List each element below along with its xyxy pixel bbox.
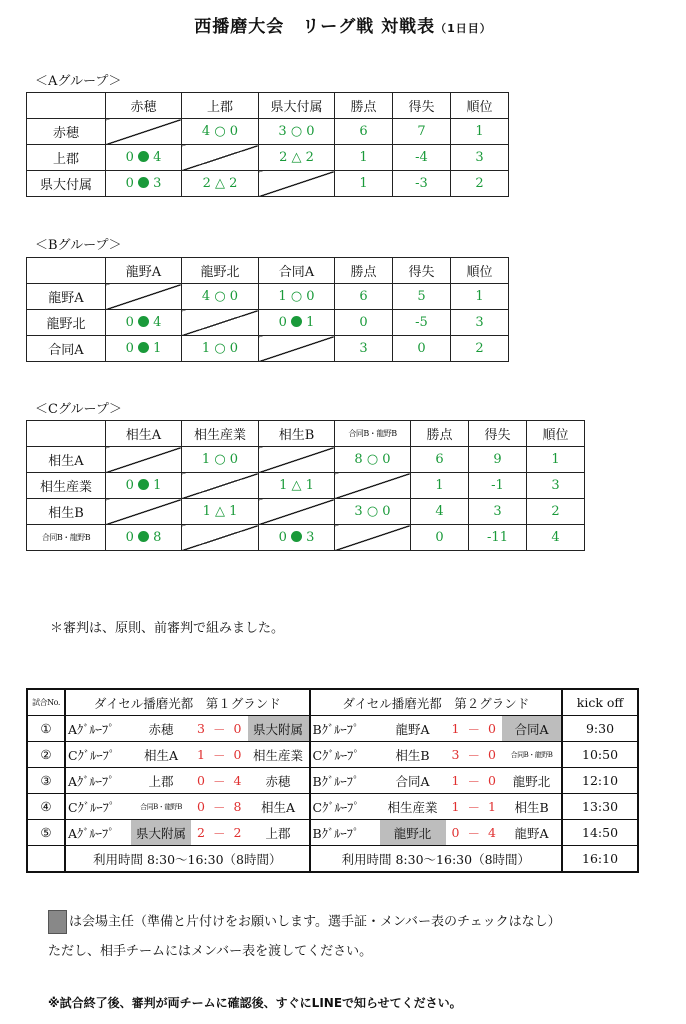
score-right: 8 xyxy=(153,530,162,545)
diagonal-cell xyxy=(106,119,182,145)
result-cell: 8 ○ 0 xyxy=(335,447,411,473)
group-name: Bｸﾞﾙｰﾌﾟ xyxy=(310,768,380,794)
header-kickoff: kick off xyxy=(562,689,638,716)
home-team: 相生B xyxy=(380,742,446,768)
rank-cell: 3 xyxy=(527,473,585,499)
header-cell: 合同B・龍野B xyxy=(335,421,411,447)
result-cell xyxy=(106,336,182,362)
group-name: Bｸﾞﾙｰﾌﾟ xyxy=(310,820,380,846)
score-left: 0 xyxy=(278,315,287,330)
group-name: Aｸﾞﾙｰﾌﾟ xyxy=(65,768,131,794)
home-score: 0 xyxy=(191,794,211,820)
header-cell: 合同A xyxy=(259,258,335,284)
table-row xyxy=(27,499,585,525)
result-cell xyxy=(259,525,335,551)
diagonal-cell xyxy=(106,447,182,473)
home-score: 1 xyxy=(446,716,466,742)
header-cell: 相生A xyxy=(106,421,182,447)
away-team: 上郡 xyxy=(248,820,310,846)
header-cell: 相生B xyxy=(259,421,335,447)
away-score: 0 xyxy=(228,742,248,768)
away-team: 県大附属 xyxy=(248,716,310,742)
match-no: ⑤ xyxy=(27,820,65,846)
table-row xyxy=(27,716,638,742)
away-score: 0 xyxy=(228,716,248,742)
score-dash: － xyxy=(211,820,228,846)
group-name: Aｸﾞﾙｰﾌﾟ xyxy=(65,820,131,846)
table-row xyxy=(27,171,509,197)
team-name: 相生A xyxy=(27,447,106,473)
rank-cell: 3 xyxy=(451,310,509,336)
kickoff-time: 12:10 xyxy=(562,768,638,794)
away-team: 相生B xyxy=(502,794,562,820)
group-name: Cｸﾞﾙｰﾌﾟ xyxy=(65,742,131,768)
rank-cell: 3 xyxy=(451,145,509,171)
score-right: 4 xyxy=(153,315,162,330)
result-cell: 1 △ 1 xyxy=(182,499,259,525)
home-score: 1 xyxy=(191,742,211,768)
table-row xyxy=(27,473,585,499)
away-score: 4 xyxy=(228,768,248,794)
result-cell: 4 ○ 0 xyxy=(182,119,259,145)
referee-note: ＊審判は、原則、前審判で組みました。 xyxy=(50,621,285,636)
rank-cell: 2 xyxy=(451,171,509,197)
usage-time-ground-1: 利用時間 8:30～16:30（8時間） xyxy=(65,846,310,873)
loss-dot-icon xyxy=(138,342,149,353)
score-left: 0 xyxy=(125,315,134,330)
result-cell xyxy=(259,310,335,336)
team-name: 合同A xyxy=(27,336,106,362)
table-row xyxy=(27,742,638,768)
header-cell xyxy=(27,93,106,119)
match-no: ① xyxy=(27,716,65,742)
group-name: Cｸﾞﾙｰﾌﾟ xyxy=(65,794,131,820)
diagonal-cell xyxy=(259,499,335,525)
diagonal-cell xyxy=(106,284,182,310)
away-score: 2 xyxy=(228,820,248,846)
home-team: 合同A xyxy=(380,768,446,794)
away-team: 合同A xyxy=(502,716,562,742)
score-dash: － xyxy=(466,742,483,768)
group-name: Cｸﾞﾙｰﾌﾟ xyxy=(310,742,380,768)
home-score: 2 xyxy=(191,820,211,846)
points-cell: 6 xyxy=(411,447,469,473)
diagonal-cell xyxy=(182,473,259,499)
team-name: 相生産業 xyxy=(27,473,106,499)
empty-cell xyxy=(27,846,65,873)
group-name: Bｸﾞﾙｰﾌﾟ xyxy=(310,716,380,742)
header-cell: 順位 xyxy=(451,93,509,119)
team-name: 上郡 xyxy=(27,145,106,171)
score-right: 4 xyxy=(153,150,162,165)
away-score: 1 xyxy=(482,794,502,820)
title-main: 西播磨大会 リーグ戦 対戦表 xyxy=(194,17,436,37)
score-dash: － xyxy=(211,716,228,742)
kickoff-time: 14:50 xyxy=(562,820,638,846)
table-row xyxy=(27,336,509,362)
diagonal-cell xyxy=(259,336,335,362)
score-right: 1 xyxy=(153,478,162,493)
goal-diff-cell: -5 xyxy=(393,310,451,336)
points-cell: 6 xyxy=(335,284,393,310)
away-team: 相生産業 xyxy=(248,742,310,768)
header-ground-1: ダイセル播磨光都 第１グランド xyxy=(65,689,310,716)
header-cell: 勝点 xyxy=(411,421,469,447)
diagonal-cell xyxy=(335,525,411,551)
points-cell: 1 xyxy=(335,145,393,171)
goal-diff-cell: 9 xyxy=(469,447,527,473)
manager-gray-swatch-icon xyxy=(48,910,67,934)
final-note: ※試合終了後、審判が両チームに確認後、すぐにLINEで知らせてください。 xyxy=(48,996,462,1010)
header-cell xyxy=(27,421,106,447)
header-cell: 得失 xyxy=(393,93,451,119)
result-cell xyxy=(106,525,182,551)
match-no: ④ xyxy=(27,794,65,820)
away-score: 0 xyxy=(482,716,502,742)
team-name: 合同B・龍野B xyxy=(27,525,106,551)
header-cell: 得失 xyxy=(393,258,451,284)
table-row xyxy=(27,145,509,171)
diagonal-cell xyxy=(259,447,335,473)
score-left: 0 xyxy=(125,150,134,165)
rank-cell: 1 xyxy=(527,447,585,473)
rank-cell: 4 xyxy=(527,525,585,551)
match-no: ③ xyxy=(27,768,65,794)
table-row xyxy=(27,447,585,473)
diagonal-cell xyxy=(182,310,259,336)
usage-time-ground-2: 利用時間 8:30～16:30（8時間） xyxy=(310,846,563,873)
away-score: 0 xyxy=(482,768,502,794)
goal-diff-cell: -4 xyxy=(393,145,451,171)
home-score: 0 xyxy=(191,768,211,794)
diagonal-cell xyxy=(259,171,335,197)
home-team: 龍野A xyxy=(380,716,446,742)
group-name-text: Aｸﾞﾙｰﾌﾟ xyxy=(68,721,115,737)
loss-dot-icon xyxy=(138,531,149,542)
header-cell xyxy=(27,258,106,284)
match-no: ② xyxy=(27,742,65,768)
diagonal-cell xyxy=(182,525,259,551)
kickoff-time: 10:50 xyxy=(562,742,638,768)
loss-dot-icon xyxy=(138,177,149,188)
team-name: 県大付属 xyxy=(27,171,106,197)
home-score: 3 xyxy=(191,716,211,742)
points-cell: 4 xyxy=(411,499,469,525)
group-c-label: ＜Cグループ＞ xyxy=(35,402,122,417)
score-dash: － xyxy=(466,716,483,742)
result-cell: 3 ○ 0 xyxy=(335,499,411,525)
score-right: 3 xyxy=(153,176,162,191)
team-name: 龍野北 xyxy=(27,310,106,336)
home-score: 3 xyxy=(446,742,466,768)
result-cell xyxy=(106,310,182,336)
away-score: 8 xyxy=(228,794,248,820)
team-name: 相生B xyxy=(27,499,106,525)
score-right: 1 xyxy=(306,315,315,330)
diagonal-cell xyxy=(182,145,259,171)
result-cell: 1 ○ 0 xyxy=(259,284,335,310)
legend xyxy=(48,910,561,959)
away-team: 赤穂 xyxy=(248,768,310,794)
table-row xyxy=(27,794,638,820)
loss-dot-icon xyxy=(138,151,149,162)
score-dash: － xyxy=(211,768,228,794)
group-a-label: ＜Aグループ＞ xyxy=(35,74,122,89)
home-score: 0 xyxy=(446,820,466,846)
score-dash: － xyxy=(466,768,483,794)
table-row xyxy=(27,525,585,551)
score-right: 3 xyxy=(306,530,315,545)
rank-cell: 1 xyxy=(451,284,509,310)
team-name: 龍野A xyxy=(27,284,106,310)
rank-cell: 2 xyxy=(527,499,585,525)
group-b-label: ＜Bグループ＞ xyxy=(35,238,122,253)
score-dash: － xyxy=(211,742,228,768)
home-team: 合同B・龍野B xyxy=(131,794,191,820)
legend-line-1: は会場主任（準備と片付けをお願いします。選手証・メンバー表のチェックはなし） xyxy=(69,914,561,930)
group-a-table xyxy=(26,92,509,197)
home-team: 上郡 xyxy=(131,768,191,794)
legend-line-2: ただし、相手チームにはメンバー表を渡してください。 xyxy=(48,944,373,959)
score-left: 0 xyxy=(125,478,134,493)
header-cell: 赤穂 xyxy=(106,93,182,119)
header-cell: 順位 xyxy=(527,421,585,447)
home-team: 相生産業 xyxy=(380,794,446,820)
goal-diff-cell: 3 xyxy=(469,499,527,525)
loss-dot-icon xyxy=(138,479,149,490)
usage-row xyxy=(27,846,638,873)
result-cell xyxy=(106,145,182,171)
result-cell: 2 △ 2 xyxy=(259,145,335,171)
goal-diff-cell: -11 xyxy=(469,525,527,551)
score-dash: － xyxy=(211,794,228,820)
score-right: 1 xyxy=(153,341,162,356)
points-cell: 1 xyxy=(411,473,469,499)
kickoff-time: 13:30 xyxy=(562,794,638,820)
result-cell: 2 △ 2 xyxy=(182,171,259,197)
header-cell: 龍野A xyxy=(106,258,182,284)
table-row xyxy=(27,284,509,310)
group-name: Cｸﾞﾙｰﾌﾟ xyxy=(310,794,380,820)
points-cell: 1 xyxy=(335,171,393,197)
group-b-table xyxy=(26,257,509,362)
loss-dot-icon xyxy=(291,316,302,327)
score-dash: － xyxy=(466,820,483,846)
table-row xyxy=(27,768,638,794)
header-ground-2: ダイセル播磨光都 第２グランド xyxy=(310,689,563,716)
result-cell: 4 ○ 0 xyxy=(182,284,259,310)
table-row xyxy=(27,310,509,336)
points-cell: 3 xyxy=(335,336,393,362)
table-row xyxy=(27,820,638,846)
header-cell: 上郡 xyxy=(182,93,259,119)
loss-dot-icon xyxy=(138,316,149,327)
away-team: 合同B・龍野B xyxy=(502,742,562,768)
home-team: 赤穂 xyxy=(131,716,191,742)
header-match-no: 試合No. xyxy=(27,689,65,716)
page-title xyxy=(0,12,686,37)
goal-diff-cell: -3 xyxy=(393,171,451,197)
diagonal-cell xyxy=(106,499,182,525)
header-cell: 勝点 xyxy=(335,93,393,119)
home-team: 龍野北 xyxy=(380,820,446,846)
home-team: 相生A xyxy=(131,742,191,768)
score-left: 0 xyxy=(125,341,134,356)
table-row xyxy=(27,119,509,145)
away-team: 龍野北 xyxy=(502,768,562,794)
result-cell xyxy=(106,171,182,197)
home-team: 県大附属 xyxy=(131,820,191,846)
points-cell: 0 xyxy=(335,310,393,336)
points-cell: 0 xyxy=(411,525,469,551)
result-cell xyxy=(106,473,182,499)
header-cell: 龍野北 xyxy=(182,258,259,284)
goal-diff-cell: -1 xyxy=(469,473,527,499)
group-name xyxy=(65,716,131,742)
goal-diff-cell: 5 xyxy=(393,284,451,310)
rank-cell: 1 xyxy=(451,119,509,145)
header-cell: 順位 xyxy=(451,258,509,284)
header-cell: 得失 xyxy=(469,421,527,447)
away-team: 龍野A xyxy=(502,820,562,846)
goal-diff-cell: 0 xyxy=(393,336,451,362)
away-score: 4 xyxy=(482,820,502,846)
away-score: 0 xyxy=(482,742,502,768)
header-cell: 県大付属 xyxy=(259,93,335,119)
result-cell: 3 ○ 0 xyxy=(259,119,335,145)
home-score: 1 xyxy=(446,794,466,820)
home-score: 1 xyxy=(446,768,466,794)
diagonal-cell xyxy=(335,473,411,499)
rank-cell: 2 xyxy=(451,336,509,362)
title-day: （1日目） xyxy=(435,22,492,35)
score-left: 0 xyxy=(125,530,134,545)
kickoff-time: 9:30 xyxy=(562,716,638,742)
header-cell: 勝点 xyxy=(335,258,393,284)
away-team: 相生A xyxy=(248,794,310,820)
group-c-table xyxy=(26,420,585,551)
score-left: 0 xyxy=(125,176,134,191)
score-left: 0 xyxy=(278,530,287,545)
points-cell: 6 xyxy=(335,119,393,145)
usage-end-time: 16:10 xyxy=(562,846,638,873)
team-name: 赤穂 xyxy=(27,119,106,145)
header-cell: 相生産業 xyxy=(182,421,259,447)
result-cell: 1 ○ 0 xyxy=(182,447,259,473)
schedule-table xyxy=(26,688,639,873)
score-dash: － xyxy=(466,794,483,820)
loss-dot-icon xyxy=(291,531,302,542)
result-cell: 1 △ 1 xyxy=(259,473,335,499)
goal-diff-cell: 7 xyxy=(393,119,451,145)
result-cell: 1 ○ 0 xyxy=(182,336,259,362)
